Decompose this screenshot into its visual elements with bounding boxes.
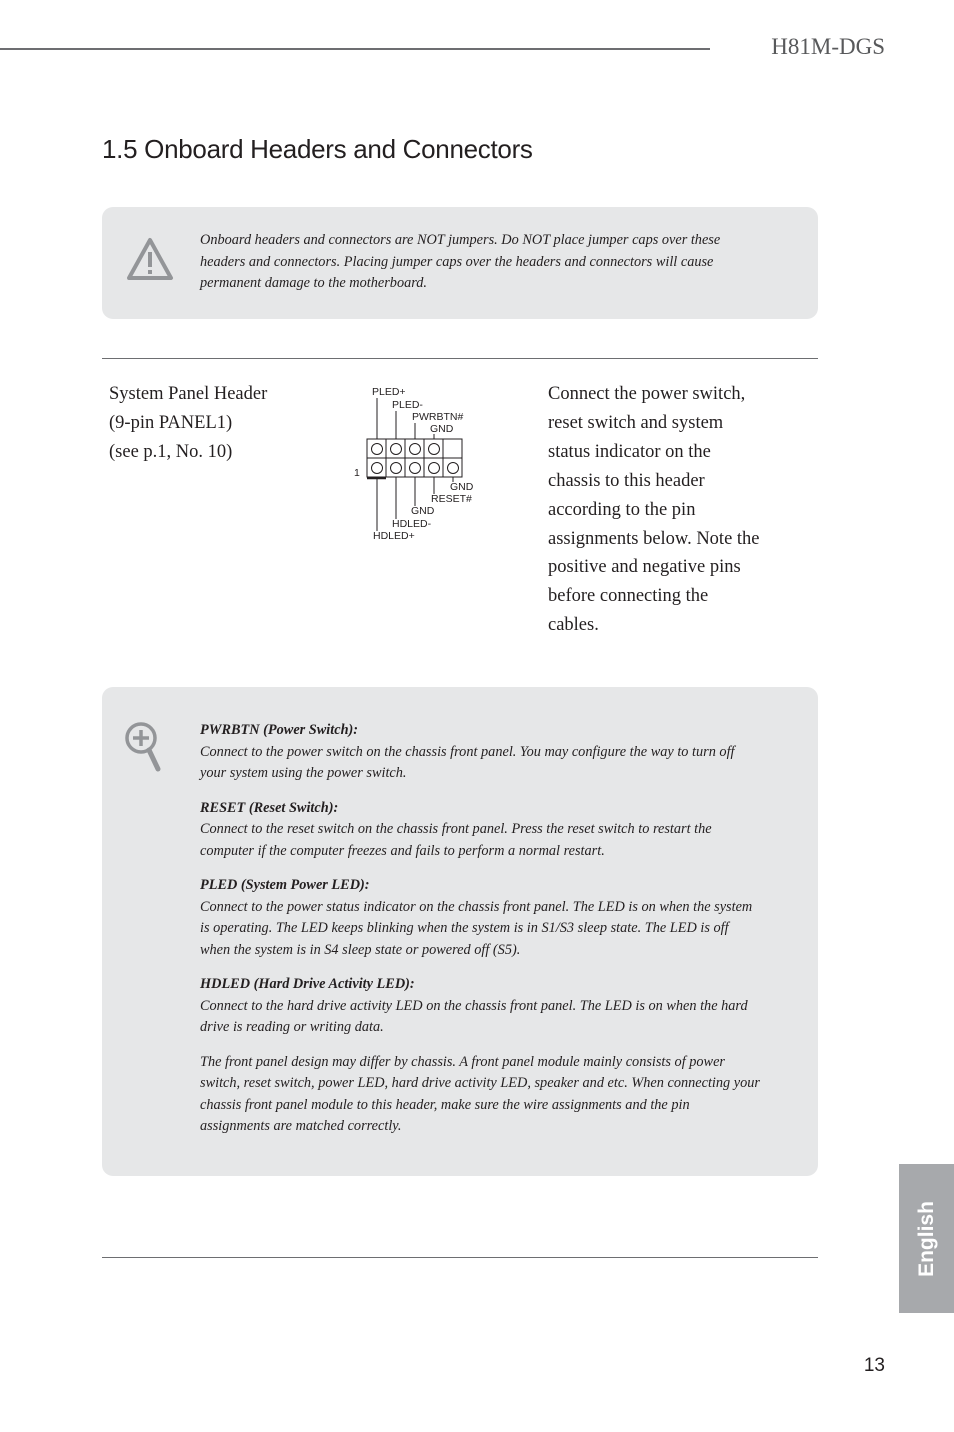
panel-header-description: Connect the power switch, reset switch and system status indicator on the chassis to this header according to the pin assignments below. Note the positive and negative pins before connecting the cables. [548,384,760,636]
pin-label-pled-plus: PLED+ [372,386,406,398]
info-item-pled [200,875,760,961]
pin-label-pled-minus: PLED- [392,399,423,411]
section-title: 1.5 Onboard Headers and Connectors [102,134,533,164]
panel1-pin-diagram [350,382,500,546]
section-divider [102,358,818,359]
info-heading: RESET (Reset Switch): [200,799,339,816]
info-item-pwrbtn [200,720,760,785]
info-item-reset [200,798,760,863]
pin-one-label: 1 [354,467,360,479]
info-body: Connect to the reset switch on the chassis front panel. Press the reset switch to restart the computer if the computer freezes and fails to perform a normal restart. [200,821,712,859]
page-number: 13 [863,1355,885,1376]
language-tab-label: English [914,1200,938,1277]
language-tab[interactable] [899,1164,954,1313]
info-heading: PWRBTN (Power Switch): [200,722,359,738]
header-rule [0,48,710,50]
warning-text: Onboard headers and connectors are NOT jumpers. Do NOT place jumper caps over these headers and connectors. Placing jumper caps over the headers and connectors will cause permanent damage to the motherboard. [200,232,721,291]
info-heading: PLED (System Power LED): [200,877,370,893]
panel-header-label [109,380,267,467]
info-content [200,720,760,1151]
info-heading: HDLED (Hard Drive Activity LED): [200,976,415,992]
pin-label-pwrbtn: PWRBTN# [412,411,464,423]
bottom-divider [102,1257,818,1258]
info-body: Connect to the power status indicator on the chassis front panel. The LED is on when the system is operating. The LED keeps blinking when the system is in S1/S3 sleep state. The LED is off when the system is in S4 sleep state or powered off (S5). [200,898,753,958]
panel-header-pins: (9-pin PANEL1) [109,413,233,433]
info-body: Connect to the hard drive activity LED on the chassis front panel. The LED is on when the hard drive is reading or writing data. [200,997,748,1035]
pin-label-reset: RESET# [431,493,472,505]
panel-header-ref: (see p.1, No. 10) [109,442,233,462]
magnifier-plus-icon [124,721,164,773]
info-note: The front panel design may differ by chassis. A front panel module mainly consists of power switch, reset switch, power LED, hard drive activity LED, speaker and etc. When connecting your chassis front panel module to this header, make sure the wire assignments and the pin assignments are matched correctly. [200,1053,760,1134]
model-name: H81M-DGS [771,34,885,59]
info-item-hdled [200,974,760,1039]
pin-label-hdled-minus: HDLED- [392,518,432,530]
pin-label-gnd-right: GND [450,481,474,493]
warning-triangle-icon [126,237,174,281]
pin-label-gnd-top: GND [430,423,454,435]
panel-header-name: System Panel Header [109,384,268,404]
pin-label-gnd-bottom: GND [411,505,435,517]
info-body: Connect to the power switch on the chassis front panel. You may configure the way to turn off your system using the power switch. [200,743,735,781]
pin-label-hdled-plus: HDLED+ [373,530,415,542]
warning-box [102,207,818,319]
info-box [102,687,818,1176]
